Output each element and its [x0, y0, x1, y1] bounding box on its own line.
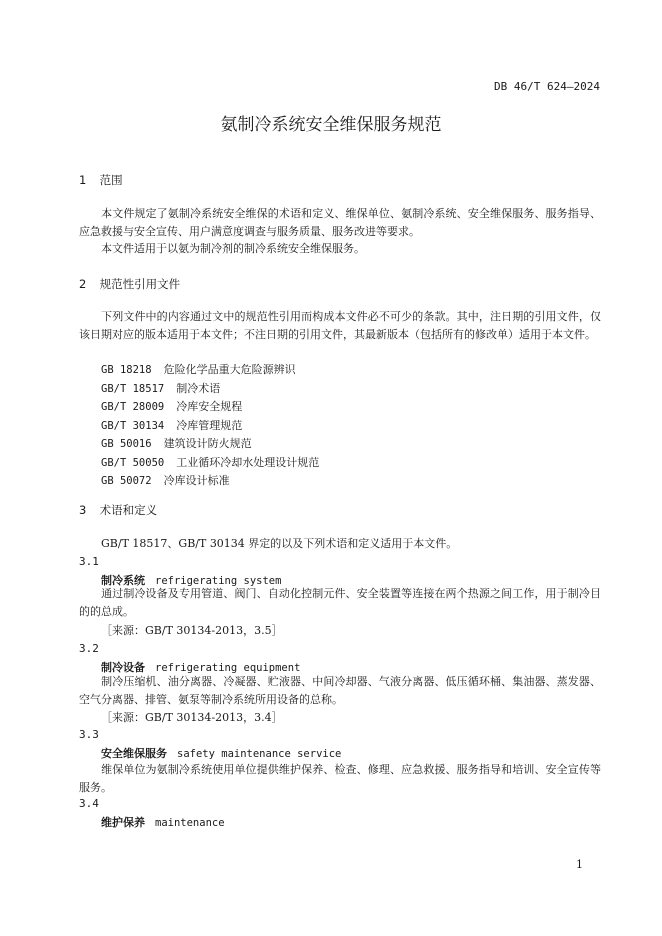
term-title: 安全维保服务 safety maintenance service: [101, 747, 342, 760]
section-title: 范围: [99, 173, 123, 187]
scope-paragraph-1: 本文件规定了氨制冷系统安全维保的术语和定义、维保单位、氨制冷系统、安全维保服务、服务指导、应急救援与安全宣传、用户满意度调查与服务质量、服务改进等要求。: [79, 207, 601, 238]
reference-item: GB/T 28009 冷库安全规程: [101, 400, 243, 413]
section-title: 规范性引用文件: [99, 277, 181, 291]
term-source: ［来源：GB/T 30134-2013，3.4］: [101, 711, 283, 724]
normrefs-intro: 下列文件中的内容通过文中的规范性引用而构成本文件必不可少的条款。其中，注日期的引用文件，仅该日期对应的版本适用于本文件；不注日期的引用文件，其最新版本（包括所有的修改单）适用于本文件。: [79, 310, 601, 341]
term-definition: 通过制冷设备及专用管道、阀门、自动化控制元件、安全装置等连接在两个热源之间工作，用于制冷目的的总成。: [79, 587, 601, 618]
term-definition: 维保单位为氨制冷系统使用单位提供维护保养、检查、修理、应急救援、服务指导和培训、安全宣传等服务。: [79, 763, 601, 794]
section-heading-terms: [79, 502, 157, 518]
term-title: 制冷系统 refrigerating system: [101, 574, 282, 587]
reference-item: GB 50072 冷库设计标准: [101, 474, 230, 487]
section-title: 术语和定义: [99, 503, 158, 517]
reference-item: GB 18218 危险化学品重大危险源辨识: [101, 363, 296, 376]
reference-item: GB/T 30134 冷库管理规范: [101, 418, 243, 432]
term-number: 3.1: [79, 555, 99, 568]
reference-item: GB/T 18517 制冷术语: [101, 381, 221, 395]
terms-intro: GB/T 18517、GB/T 30134 界定的以及下列术语和定义适用于本文件。: [101, 537, 458, 550]
section-heading-scope: [79, 172, 123, 188]
page-number: 1: [576, 858, 583, 871]
section-heading-normative-references: [79, 276, 180, 292]
term-title: 维护保养 maintenance: [101, 816, 225, 829]
term-number: 3.3: [79, 728, 99, 741]
document-title: 氨制冷系统安全维保服务规范: [220, 115, 442, 135]
term-number: 3.2: [79, 642, 99, 655]
section-number: 2: [79, 277, 87, 291]
section-number: 3: [79, 503, 87, 517]
section-number: 1: [79, 173, 87, 187]
term-title: 制冷设备 refrigerating equipment: [101, 661, 301, 674]
reference-item: GB/T 50050 工业循环冷却水处理设计规范: [101, 455, 320, 469]
term-source: ［来源：GB/T 30134-2013，3.5］: [101, 624, 283, 637]
reference-list: [101, 361, 319, 491]
term-definition: 制冷压缩机、油分离器、冷凝器、贮液器、中间冷却器、气液分离器、低压循环桶、集油器、蒸发器、空气分离器、排管、氨泵等制冷系统所用设备的总称。: [79, 675, 601, 706]
reference-item: GB 50016 建筑设计防火规范: [101, 437, 252, 450]
standard-code: DB 46/T 624—2024: [494, 80, 600, 93]
term-number: 3.4: [79, 797, 99, 810]
scope-paragraph-2: 本文件适用于以氨为制冷剂的制冷系统安全维保服务。: [101, 242, 365, 255]
